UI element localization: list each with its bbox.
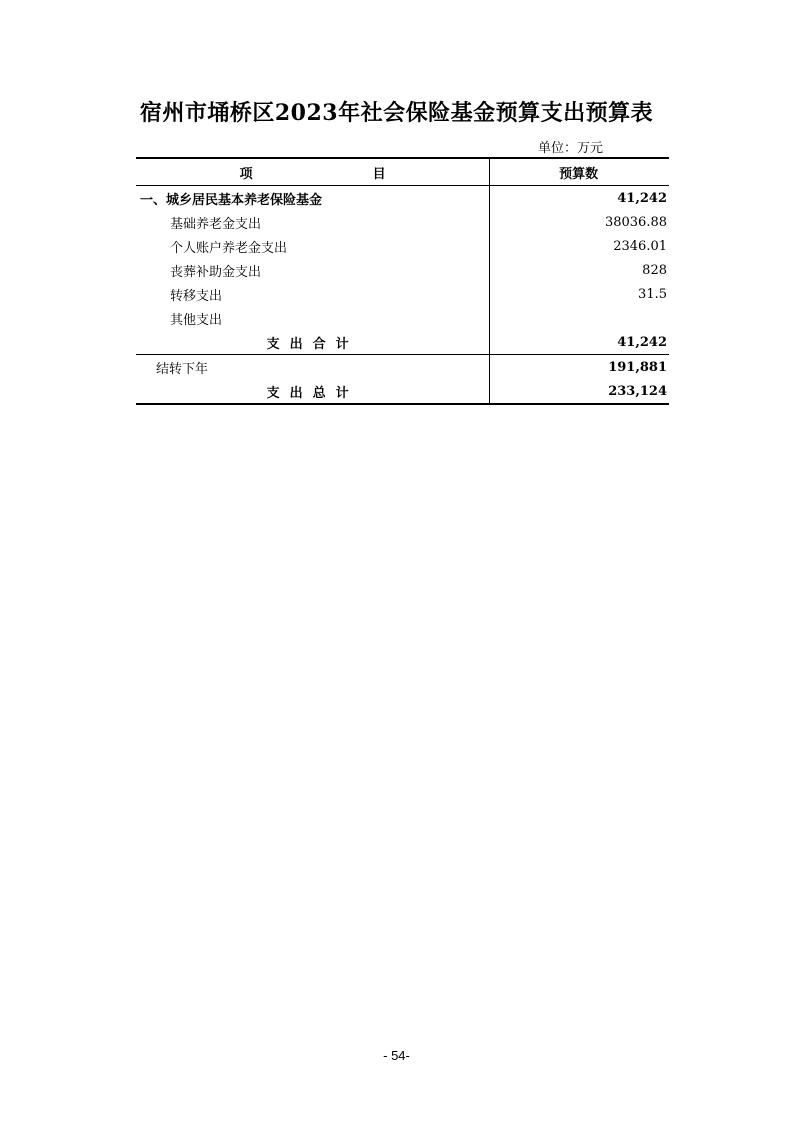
grand-total-row [136, 379, 669, 404]
header-item-char-b: 目 [372, 166, 386, 182]
carry-forward-value: 191,881 [608, 359, 667, 375]
unit-label: 单位：万元 [538, 141, 604, 156]
grand-total-value: 233,124 [490, 379, 669, 404]
subtotal-value: 41,242 [490, 330, 669, 355]
carry-forward-row [136, 355, 669, 380]
header-amount-cell: 预算数 [490, 158, 669, 186]
grand-total-label: 支出总计 [136, 379, 490, 404]
budget-table [136, 157, 669, 405]
table-row [136, 234, 669, 258]
table-row [136, 282, 669, 306]
subtotal-row [136, 330, 669, 355]
page-title: 宿州市埇桥区2023年社会保险基金预算支出预算表 [139, 100, 654, 126]
subtotal-label: 支出合计 [136, 330, 490, 355]
header-item-char-a: 项 [239, 166, 253, 182]
row-value: 2346.01 [613, 238, 667, 254]
row-label: 个人账户养老金支出 [136, 234, 490, 258]
row-label: 一、城乡居民基本养老保险基金 [136, 186, 490, 211]
table-row [136, 186, 669, 211]
row-label: 转移支出 [136, 282, 490, 306]
row-label: 基础养老金支出 [136, 210, 490, 234]
row-value: 31.5 [638, 286, 667, 302]
table-header-row [136, 158, 669, 186]
header-item-cell [136, 158, 490, 186]
row-value [490, 306, 669, 330]
table-row [136, 258, 669, 282]
page-number: - 54- [383, 1048, 410, 1063]
table-row [136, 210, 669, 234]
carry-forward-label: 结转下年 [136, 355, 490, 380]
row-value: 828 [642, 262, 667, 278]
table-row [136, 306, 669, 330]
row-label: 丧葬补助金支出 [136, 258, 490, 282]
row-label: 其他支出 [136, 306, 490, 330]
row-value: 38036.88 [604, 214, 667, 230]
row-value: 41,242 [617, 190, 667, 206]
